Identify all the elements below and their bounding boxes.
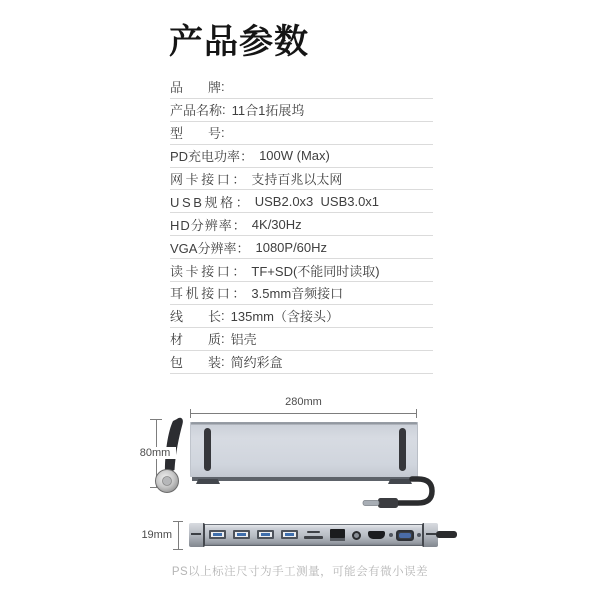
spec-value: 135mm（含接头）: [230, 309, 339, 325]
spec-value: TF+SD(不能同时读取): [251, 263, 380, 279]
cap-groove: [426, 533, 436, 535]
spec-label: 网卡接口: [170, 172, 233, 187]
usb-a-port-3: [257, 530, 274, 539]
spec-colon: :: [221, 331, 225, 347]
width-dimension-tick-right: [416, 409, 417, 418]
vga-port: [396, 530, 414, 541]
ethernet-port: [330, 529, 345, 541]
spec-value: 100W (Max): [259, 148, 330, 164]
usb-tongue: [261, 533, 270, 536]
spec-colon: :: [221, 354, 225, 370]
hdmi-port: [368, 531, 385, 539]
spec-label: 读卡接口: [170, 263, 233, 279]
attached-cable: [436, 531, 457, 538]
spec-row-pd-power: [170, 145, 433, 168]
spec-row-hd-resolution: [170, 213, 433, 236]
spec-label: HD分辨率: [170, 217, 233, 233]
spec-value: 3.5mm音频接口: [251, 286, 344, 302]
usb-tongue: [237, 533, 246, 536]
usb-c-cable-image: [348, 469, 460, 517]
spec-colon: :: [222, 102, 226, 118]
spec-value: 支持百兆以太网: [251, 172, 343, 187]
spec-colon: ：: [232, 217, 246, 233]
spec-label: 材 质: [170, 332, 221, 348]
tf-card-slot: [304, 536, 323, 539]
hinge-center: [163, 477, 172, 486]
spec-row-material: [170, 328, 433, 351]
spec-value: 简约彩盒: [230, 355, 283, 371]
spec-row-cable-length: [170, 305, 433, 328]
spec-row-product-name: [170, 99, 433, 122]
dock-foot-left: [196, 479, 220, 484]
width-dimension-label: 280mm: [190, 396, 417, 408]
spec-label: USB规格: [170, 194, 236, 210]
usb-a-port-1: [209, 530, 226, 539]
rubber-pad-slot-left: [204, 428, 211, 471]
screw-dot: [417, 533, 421, 537]
cap-groove: [191, 533, 201, 535]
spec-label: 品 牌: [170, 80, 221, 96]
spec-colon: :: [221, 308, 225, 324]
spec-label: VGA分辨率: [170, 240, 237, 256]
spec-row-vga-resolution: [170, 236, 433, 259]
spec-row-usb-spec: [170, 190, 433, 213]
spec-colon: ：: [232, 263, 246, 279]
usb-c-plug-tip: [363, 501, 379, 506]
usb-c-plug-body: [378, 498, 398, 508]
spec-colon: ：: [232, 286, 246, 302]
spec-row-brand: [170, 76, 433, 99]
spec-value: 4K/30Hz: [251, 216, 302, 232]
spec-colon: ：: [240, 149, 254, 165]
usb-a-port-2: [233, 530, 250, 539]
usb-tongue: [213, 533, 222, 536]
spec-value: 铝壳: [230, 332, 257, 348]
spec-value: USB2.0x3 USB3.0x1: [254, 193, 380, 209]
page-title: 产品参数: [169, 23, 309, 61]
spec-label: 产品名称: [170, 103, 223, 119]
side-profile-shape: [165, 418, 183, 474]
spec-colon: :: [221, 125, 225, 141]
sd-card-slot: [307, 531, 320, 533]
spec-label: 型 号: [170, 126, 221, 142]
thickness-dimension-tick-bottom: [173, 549, 183, 550]
spec-table: [170, 76, 433, 374]
thickness-dimension-line: [178, 521, 179, 549]
width-dimension-line: [190, 413, 417, 414]
dock-front-view-image: [190, 524, 437, 546]
spec-label: 包 装: [170, 355, 221, 371]
spec-row-model: [170, 122, 433, 145]
spec-colon: ：: [232, 172, 246, 187]
spec-row-ethernet: [170, 168, 433, 191]
usb-tongue: [285, 533, 294, 536]
spec-colon: ：: [235, 194, 249, 210]
spec-label: 耳机接口: [170, 286, 233, 302]
height-dimension-label: 80mm: [134, 447, 176, 459]
cable-curve: [396, 479, 432, 503]
spec-label: 线 长: [170, 309, 221, 325]
screw-dot: [389, 533, 393, 537]
spec-row-card-reader: [170, 259, 433, 282]
audio-jack-port: [352, 531, 361, 540]
rubber-pad-slot-right: [399, 428, 406, 471]
spec-value: 1080P/60Hz: [255, 239, 328, 255]
vga-inner: [399, 533, 411, 538]
spec-row-audio-jack: [170, 282, 433, 305]
spec-row-packaging: [170, 351, 433, 374]
usb-a-port-4: [281, 530, 298, 539]
spec-value: 11合1拓展坞: [231, 103, 305, 119]
spec-colon: ：: [236, 240, 250, 256]
spec-colon: :: [221, 79, 225, 95]
measurement-footnote: PS以上标注尺寸为手工测量，可能会有微小误差: [171, 566, 429, 578]
thickness-dimension-label: 19mm: [141, 529, 172, 541]
spec-label: PD充电功率: [170, 149, 241, 165]
dock-end-cap-left: [189, 523, 205, 547]
